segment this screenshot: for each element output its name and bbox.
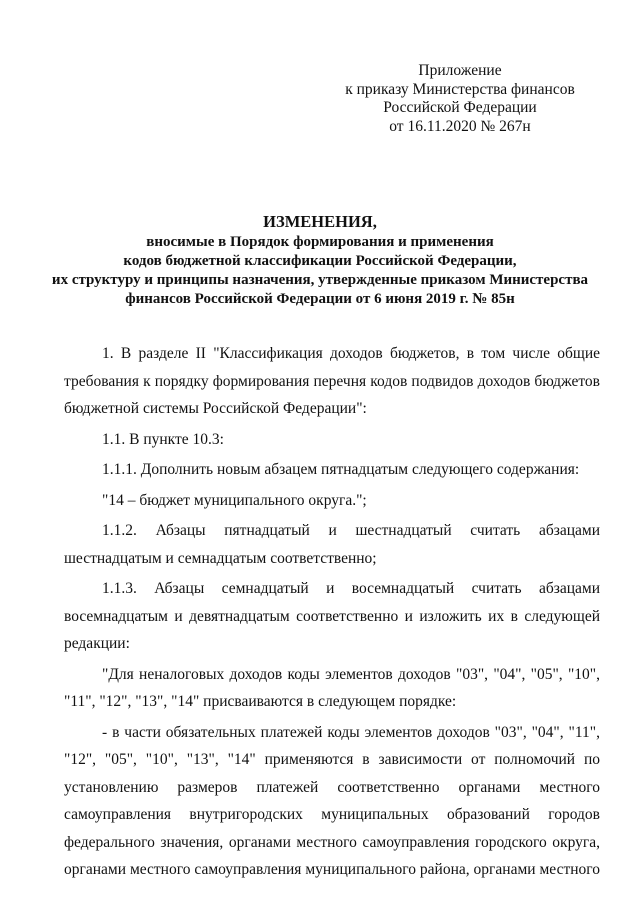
appendix-label: Приложение xyxy=(418,62,502,79)
appendix-country: Российской Федерации xyxy=(383,99,537,116)
paragraph-1-1-2: 1.1.2. Абзацы пятнадцатый и шестнадцатый считать абзацами шестнадцатым и семнадцатым соответственно; xyxy=(64,522,600,567)
title-line-2: кодов бюджетной классификации Российской Федерации, xyxy=(123,253,517,269)
title-line-3: их структуру и принципы назначения, утвержденные приказом Министерства xyxy=(51,272,589,288)
document-title xyxy=(20,212,620,309)
paragraph-nontax-codes: "Для неналоговых доходов коды элементов доходов "03", "04", "05", "10", "11", "12", "13", "14" присваиваются в следующем порядке: xyxy=(64,665,600,710)
appendix-order-ref: к приказу Министерства финансов xyxy=(345,80,575,98)
title-line-1: вносимые в Порядок формирования и применения xyxy=(146,234,494,250)
title-heading: ИЗМЕНЕНИЯ, xyxy=(263,212,377,231)
paragraph-1-1-1: 1.1.1. Дополнить новым абзацем пятнадцатым следующего содержания: xyxy=(102,461,580,478)
appendix-date-number: от 16.11.2020 № 267н xyxy=(389,117,531,135)
paragraph-mandatory-payments: - в части обязательных платежей коды элементов доходов "03", "04", "11", "12", "05", "10", "13", "14" применяются в зависимости от полномочий по установлению размеров платежей соответственно органами местного самоуправления внутригородских муниципальных образований городов федерального значения, органами местного самоуправления городского округа, органами местного самоуправления муниципального района, органами местного xyxy=(64,723,600,878)
paragraph-quote-14: "14 – бюджет муниципального округа."; xyxy=(102,491,367,509)
appendix-header xyxy=(330,62,590,136)
paragraph-1: 1. В разделе II "Классификация доходов бюджетов, в том числе общие требования к порядку формирования перечня кодов подвидов доходов бюджетов бюджетной системы Российской Федерации": xyxy=(64,345,600,417)
paragraph-1-1: 1.1. В пункте 10.3: xyxy=(102,430,224,448)
title-line-4: финансов Российской Федерации от 6 июня 2019 г. № 85н xyxy=(125,291,515,307)
paragraph-1-1-3: 1.1.3. Абзацы семнадцатый и восемнадцатый считать абзацами восемнадцатым и девятнадцатым соответственно и изложить их в следующей редакции: xyxy=(64,580,600,652)
document-body xyxy=(64,340,600,884)
